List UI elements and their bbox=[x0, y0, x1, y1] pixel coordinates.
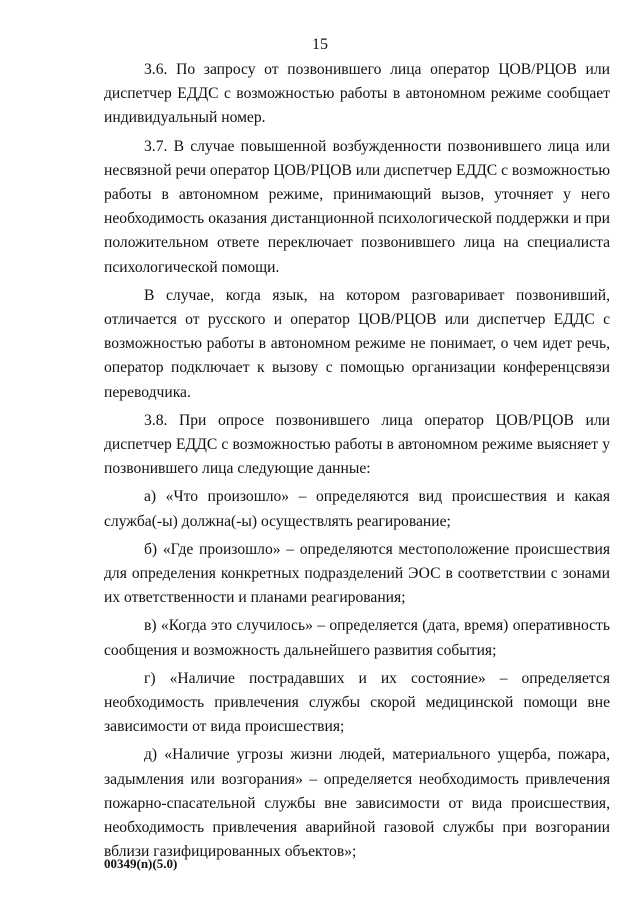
list-item-b: б) «Где произошло» – определяются местоположение происшествия для определения конкретных подразделений ЭОС в соответствии с зонами их ответственности и планами реагирования; bbox=[104, 540, 610, 607]
list-item-g: г) «Наличие пострадавших и их состояние» – определяется необходимость привлечения службы скорой медицинской помощи вне зависимости от вида происшествия; bbox=[104, 669, 610, 736]
document-body bbox=[104, 58, 610, 869]
list-item-d: д) «Наличие угрозы жизни людей, материального ущерба, пожара, задымления или возгорания» – определяется необходимость привлечения пожарно-спасательной службы вне зависимости от вида происшествия, необходимость привлечения аварийной газовой службы при возгорании вблизи газифицированных объектов»; bbox=[104, 746, 610, 861]
paragraph-3-8: 3.8. При опросе позвонившего лица оператор ЦОВ/РЦОВ или диспетчер ЕДДС с возможностью работы в автономном режиме выясняет у позвонившего лица следующие данные: bbox=[104, 411, 610, 478]
paragraph-language: В случае, когда язык, на котором разговаривает позвонивший, отличается от русского и оператор ЦОВ/РЦОВ или диспетчер ЕДДС с возможностью работы в автономном режиме не понимает, о чем идет речь, оператор подключает к вызову с помощью организации конференцсвязи переводчика. bbox=[104, 286, 610, 401]
document-code: 00349(n)(5.0) bbox=[104, 856, 178, 871]
paragraph-3-6: 3.6. По запросу от позвонившего лица оператор ЦОВ/РЦОВ или диспетчер ЕДДС с возможностью работы в автономном режиме сообщает индивидуальный номер. bbox=[104, 61, 610, 127]
paragraph-3-7: 3.7. В случае повышенной возбужденности позвонившего лица или несвязной речи оператор ЦОВ/РЦОВ или диспетчер ЕДДС с возможностью работы в автономном режиме, принимающий вызов, уточняет у него необходимость оказания дистанционной психологической поддержки и при положительном ответе переключает позвонившего лица на специалиста психологической помощи. bbox=[104, 137, 610, 276]
list-item-v: в) «Когда это случилось» – определяется (дата, время) оперативность сообщения и возможность дальнейшего развития события; bbox=[104, 617, 610, 659]
page-number: 15 bbox=[312, 36, 328, 53]
list-item-a: а) «Что произошло» – определяются вид происшествия и какая служба(-ы) должна(-ы) осуществлять реагирование; bbox=[104, 488, 610, 530]
